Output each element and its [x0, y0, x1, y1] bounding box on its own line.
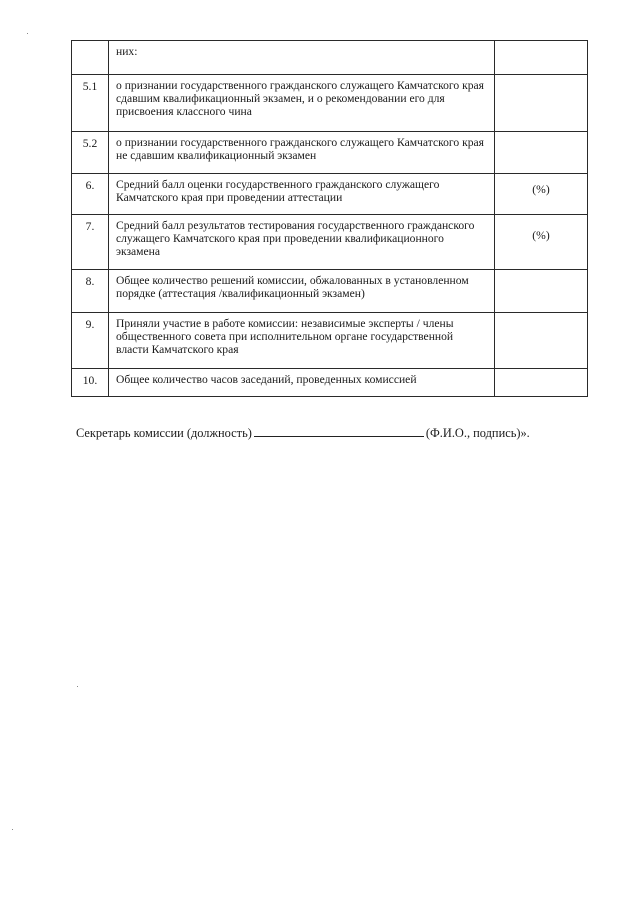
row-text-cell: них: [109, 41, 495, 75]
row-value-cell [495, 41, 588, 75]
row-text-cell: Общее количество часов заседаний, проведенных комиссией [109, 369, 495, 397]
table-row [72, 270, 588, 313]
signature-blank [254, 426, 424, 437]
report-table [71, 40, 588, 397]
table-row [72, 41, 588, 75]
table-row [72, 132, 588, 174]
row-value-cell [495, 75, 588, 132]
row-value-cell [495, 369, 588, 397]
table-row [72, 174, 588, 215]
row-text-cell: о признании государственного гражданского служащего Камчатского края сдавшим квалификационный экзамен, и о рекомендовании его для присвоения классного чина [109, 75, 495, 132]
table-row [72, 313, 588, 369]
row-text-cell: Средний балл оценки государственного гражданского служащего Камчатского края при проведении аттестации [109, 174, 495, 215]
signature-suffix: (Ф.И.О., подпись)». [425, 426, 530, 440]
row-value-cell: (%) [495, 174, 588, 215]
row-value-cell [495, 313, 588, 369]
table-row [72, 75, 588, 132]
row-text-cell: Общее количество решений комиссии, обжалованных в установленном порядке (аттестация /квалификационный экзамен) [109, 270, 495, 313]
row-text-cell: Средний балл результатов тестирования государственного гражданского служащего Камчатского края при проведении квалификационного экзамена [109, 215, 495, 270]
row-number-cell [72, 41, 109, 75]
table-row [72, 369, 588, 397]
row-number-cell: 9. [72, 313, 109, 369]
row-value-cell [495, 270, 588, 313]
secretary-signature-line [76, 426, 596, 441]
row-number-cell: 5.2 [72, 132, 109, 174]
signature-label: Секретарь комиссии (должность) [76, 426, 252, 440]
row-value-cell [495, 132, 588, 174]
row-value-cell: (%) [495, 215, 588, 270]
row-number-cell: 5.1 [72, 75, 109, 132]
scan-speck [12, 829, 13, 830]
row-number-cell: 8. [72, 270, 109, 313]
row-number-cell: 10. [72, 369, 109, 397]
row-number-cell: 7. [72, 215, 109, 270]
row-number-cell: 6. [72, 174, 109, 215]
table-row [72, 215, 588, 270]
scan-speck [27, 33, 28, 34]
scan-speck [77, 686, 78, 687]
row-text-cell: о признании государственного гражданского служащего Камчатского края не сдавшим квалификационный экзамен [109, 132, 495, 174]
row-text-cell: Приняли участие в работе комиссии: независимые эксперты / члены общественного совета при исполнительном органе государственной власти Камчатского края [109, 313, 495, 369]
